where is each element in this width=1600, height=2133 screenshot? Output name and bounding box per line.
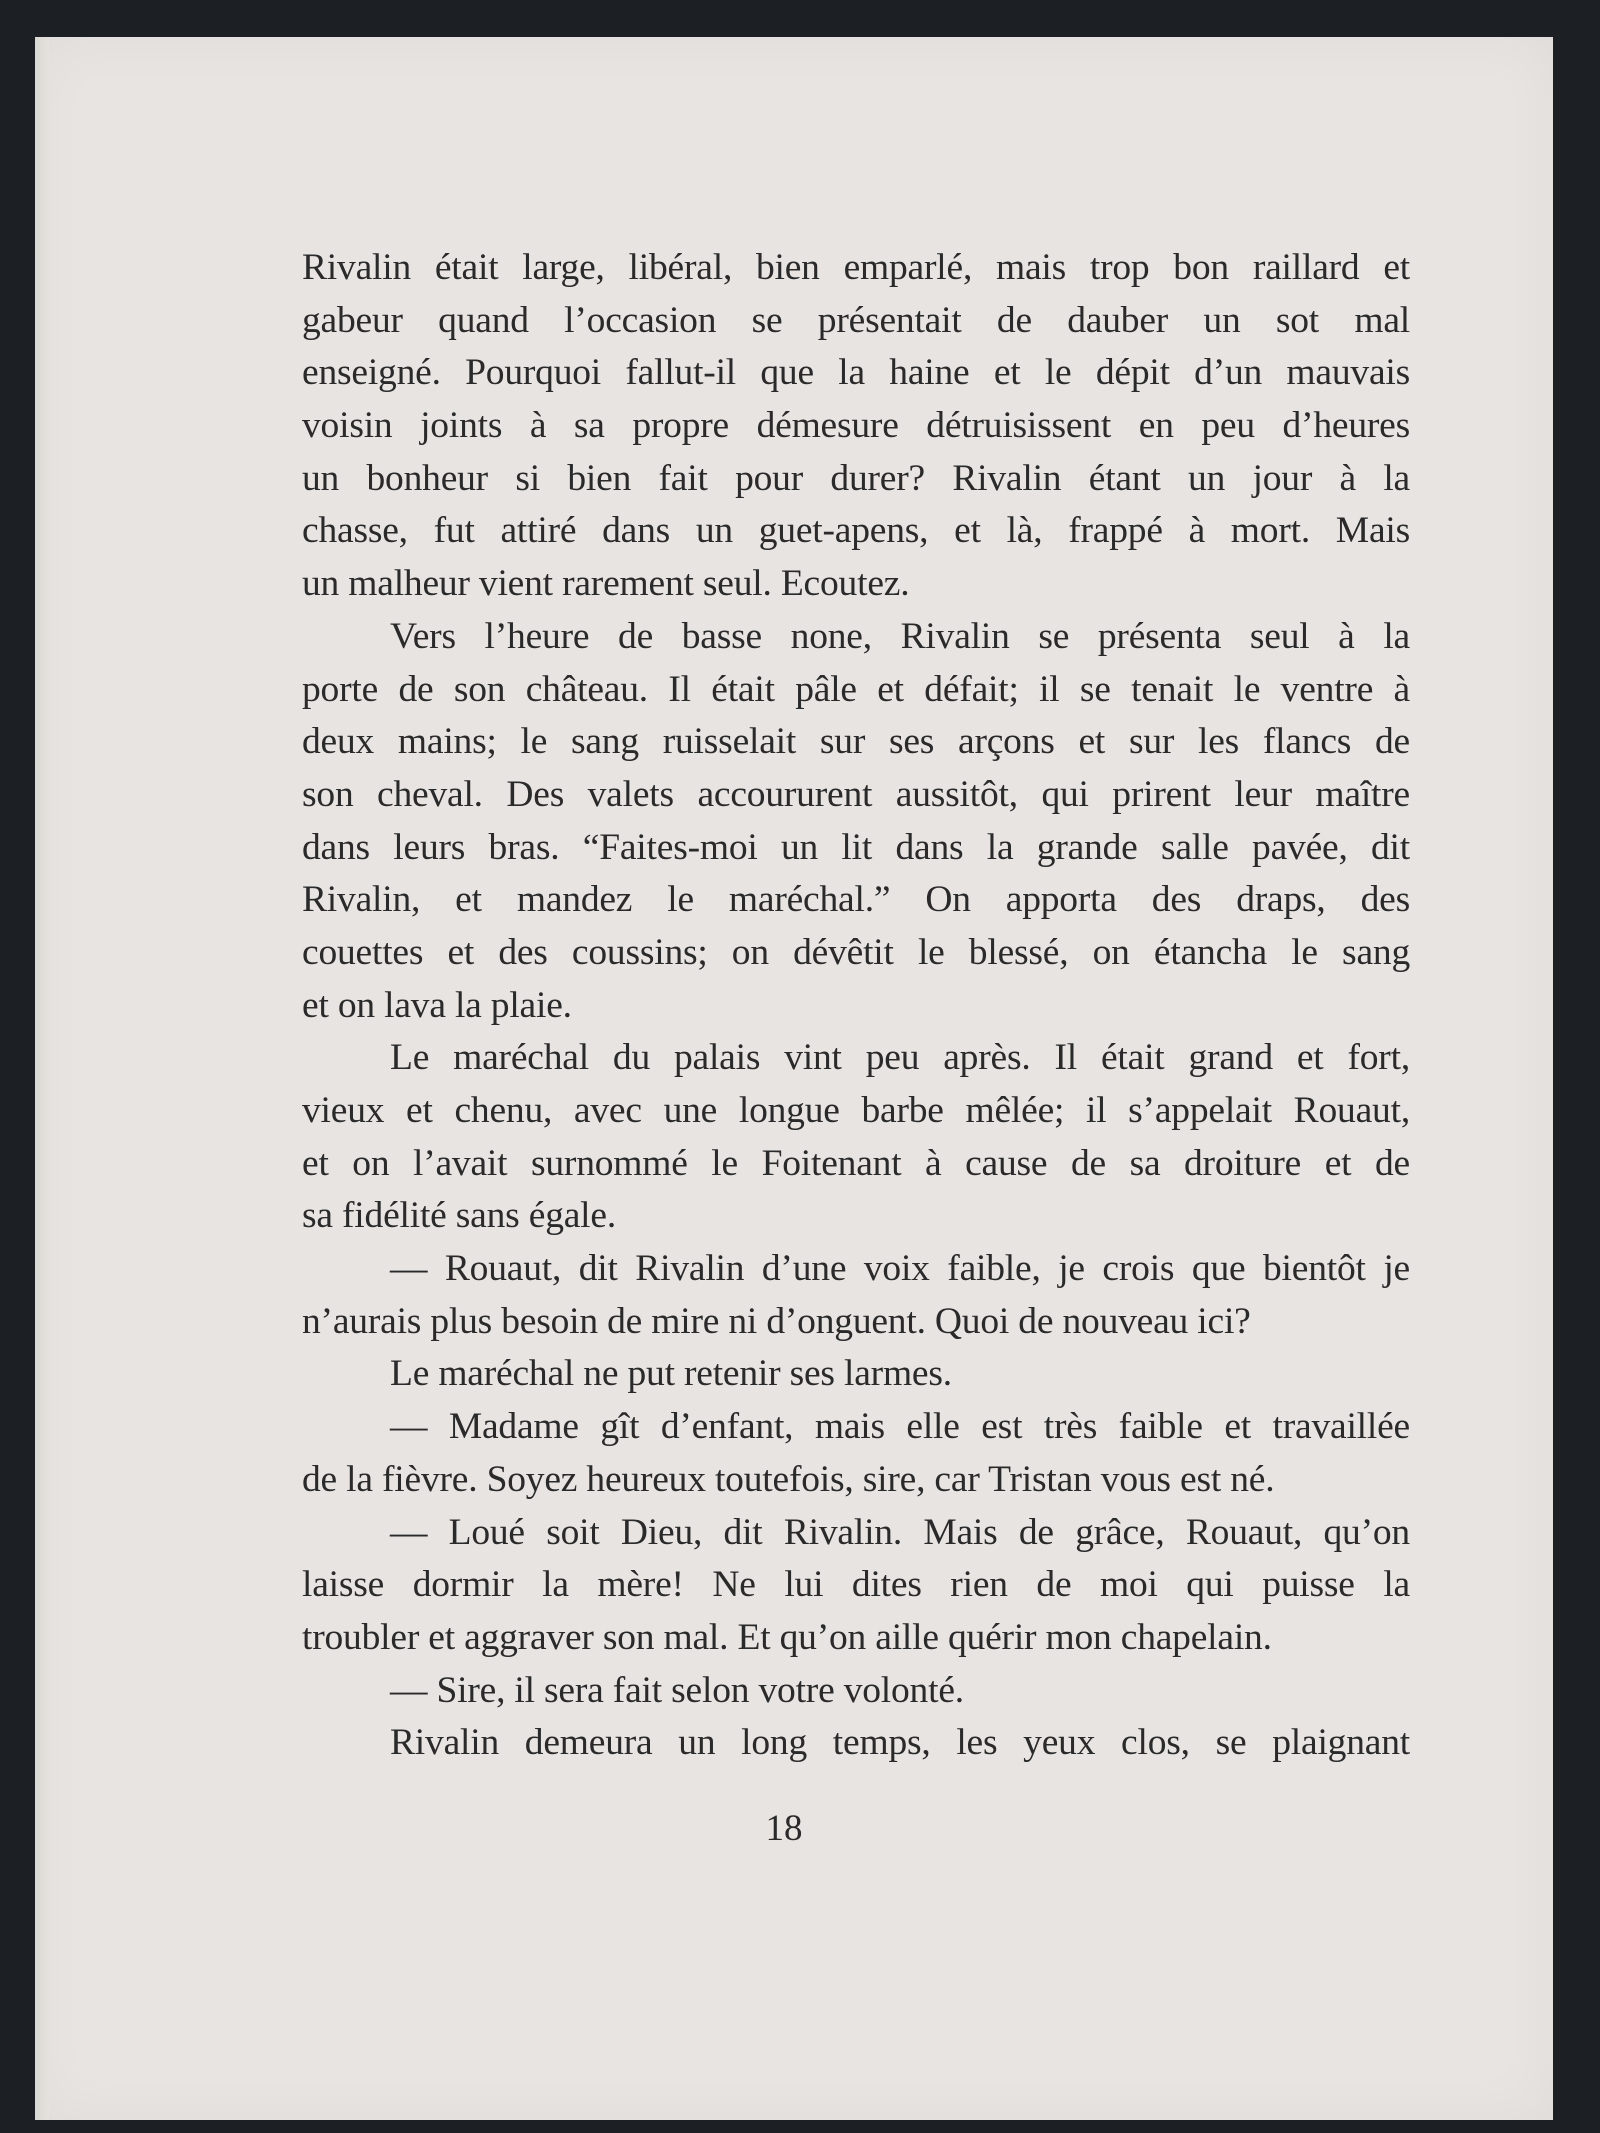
text-line: un bonheur si bien fait pour durer? Rivalin étant un jour à la	[302, 457, 1410, 499]
text-line: voisin joints à sa propre démesure détruisissent en peu d’heures	[302, 405, 1410, 447]
text-line: chasse, fut attiré dans un guet-apens, et là, frappé à mort. Mais	[302, 510, 1410, 552]
book-page	[35, 37, 1553, 2120]
text-line: Rivalin demeura un long temps, les yeux clos, se plaignant	[390, 1722, 1410, 1764]
text-line: couettes et des coussins; on dévêtit le blessé, on étancha le sang	[302, 931, 1410, 973]
text-line: Rivalin, et mandez le maréchal.” On apporta des draps, des	[302, 879, 1410, 921]
text-line: enseigné. Pourquoi fallut-il que la haine et le dépit d’un mauvais	[302, 352, 1410, 394]
text-line: Le maréchal ne put retenir ses larmes.	[390, 1353, 952, 1395]
text-line: de la fièvre. Soyez heureux toutefois, sire, car Tristan vous est né.	[302, 1458, 1275, 1500]
text-line: et on lava la plaie.	[302, 984, 572, 1026]
text-line: Le maréchal du palais vint peu après. Il était grand et fort,	[390, 1037, 1410, 1079]
text-line: et on l’avait surnommé le Foitenant à cause de sa droiture et de	[302, 1142, 1410, 1184]
text-line: sa fidélité sans égale.	[302, 1195, 617, 1237]
text-line: vieux et chenu, avec une longue barbe mêlée; il s’appelait Rouaut,	[302, 1090, 1410, 1131]
text-line: porte de son château. Il était pâle et défait; il se tenait le ventre à	[302, 668, 1410, 710]
text-line: Vers l’heure de basse none, Rivalin se présenta seul à la	[390, 615, 1410, 657]
text-line: — Madame gît d’enfant, mais elle est très faible et travaillée	[390, 1406, 1410, 1448]
text-line: n’aurais plus besoin de mire ni d’onguent. Quoi de nouveau ici?	[302, 1300, 1251, 1342]
text-line: dans leurs bras. “Faites-moi un lit dans la grande salle pavée, dit	[302, 826, 1410, 868]
text-line: — Rouaut, dit Rivalin d’une voix faible, je crois que bientôt je	[390, 1248, 1410, 1290]
text-line: Rivalin était large, libéral, bien emparlé, mais trop bon raillard et	[302, 247, 1410, 288]
page-number: 18	[765, 1808, 803, 1849]
text-line: un malheur vient rarement seul. Ecoutez.	[302, 563, 910, 605]
text-line: gabeur quand l’occasion se présentait de dauber un sot mal	[302, 299, 1410, 341]
text-line: troubler et aggraver son mal. Et qu’on aille quérir mon chapelain.	[302, 1616, 1272, 1658]
text-line: — Sire, il sera fait selon votre volonté.	[390, 1669, 964, 1711]
text-line: son cheval. Des valets accoururent aussitôt, qui prirent leur maître	[302, 773, 1410, 815]
text-line: deux mains; le sang ruisselait sur ses arçons et sur les flancs de	[302, 721, 1410, 763]
text-line: laisse dormir la mère! Ne lui dites rien de moi qui puisse la	[302, 1564, 1410, 1606]
text-line: — Loué soit Dieu, dit Rivalin. Mais de grâce, Rouaut, qu’on	[390, 1511, 1410, 1553]
body-text	[302, 242, 1410, 1770]
